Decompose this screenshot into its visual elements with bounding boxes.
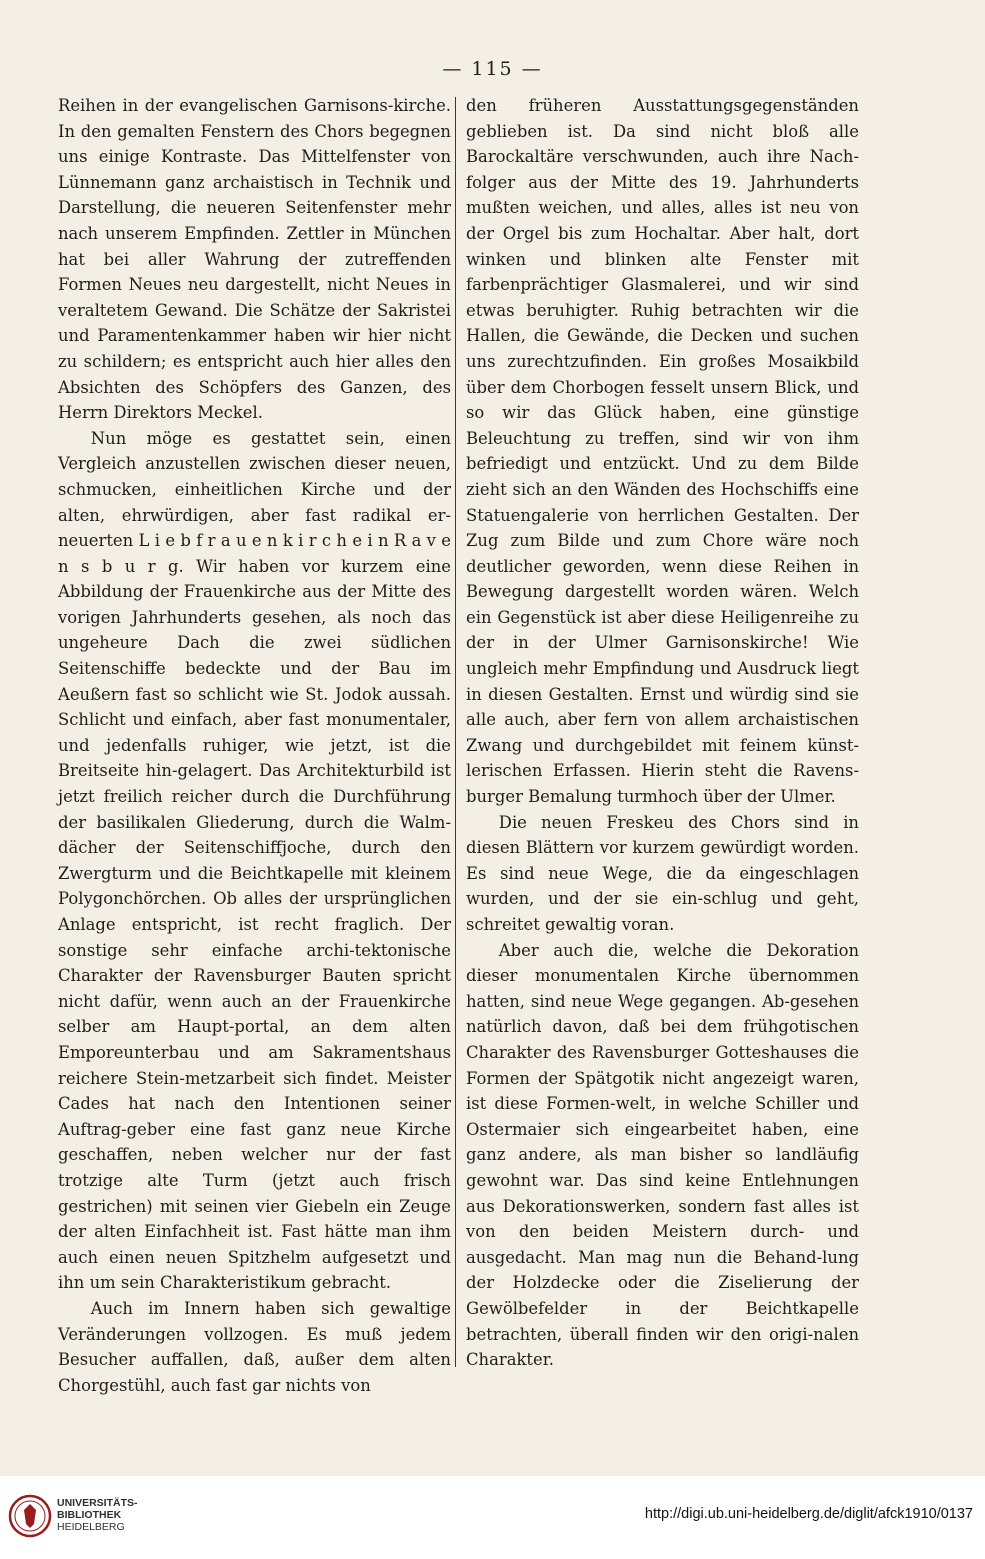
footer-bar: [0, 1476, 985, 1559]
source-url[interactable]: http://digi.ub.uni-heidelberg.de/diglit/afck1910/0137: [644, 1506, 973, 1522]
institution-name: [57, 1497, 138, 1533]
right-paragraph-2: Die neuen Freskeu des Chors sind in diesen Blättern vor kurzem gewürdigt worden. Es sind neue Wege, die da eingeschlagen wurden, und der sie ein-schlug und geht, schreitet gewaltig voran.: [466, 812, 859, 934]
right-column: [466, 93, 859, 1373]
university-seal-icon: [8, 1494, 52, 1538]
left-paragraph-2: Nun möge es gestattet sein, einen Vergleich anzustellen zwischen dieser neuen, schmucken, einheitlichen Kirche und der alten, ehrwürdigen, aber fast radikal er-neuerten L i e b f r a u e n k i r c h e i n R a v e n s b u r g. Wir haben vor kurzem eine Abbildung der Frauenkirche aus der Mitte des vorigen Jahrhunderts gesehen, als noch das ungeheure Dach die zwei südlichen Seitenschiffe bedeckte und der Bau im Aeußern fast so schlicht wie St. Jodok aussah. Schlicht und einfach, aber fast monumentaler, und jedenfalls ruhiger, wie jetzt, ist die Breitseite hin-gelagert. Das Architekturbild ist jetzt freilich reicher durch die Durchführung der basilikalen Gliederung, durch die Walm-dächer der Seitenschiffjoche, durch den Zwergturm und die Beichtkapelle mit kleinem Polygonchörchen. Ob alles der ursprünglichen Anlage entspricht, ist recht fraglich. Der sonstige sehr einfache archi-tektonische Charakter der Ravensburger Bauten spricht nicht dafür, wenn auch an der Frauenkirche selber am Haupt-portal, an dem alten Emporeunterbau und am Sakramentshaus reichere Stein-metzarbeit sich findet. Meister Cades hat nach den Intentionen seiner Auftrag-geber eine fast ganz neue Kirche geschaffen, neben welcher nur der fast trotzige alte Turm (jetzt auch frisch gestrichen) mit seinen vier Giebeln ein Zeuge der alten Einfachheit ist. Fast hätte man ihm auch einen neuen Spitzhelm aufgesetzt und ihn um sein Charakteristikum gebracht.: [58, 428, 451, 1293]
right-paragraph-3: Aber auch die, welche die Dekoration dieser monumentalen Kirche übernommen hatten, sind neue Wege gegangen. Ab-gesehen natürlich davon, daß bei dem frühgotischen Charakter des Ravensburger Gotteshauses die Formen der Spätgotik nicht angezeigt waren, ist diese Formen-welt, in welche Schiller und Ostermaier sich eingearbeitet haben, eine ganz andere, als man bisher so landläufig gewohnt war. Das sind keine Entlehnungen aus Dekorationswerken, sondern fast alles ist von den beiden Meistern durch- und ausgedacht. Man mag nun die Behand-lung der Holzdecke oder die Ziselierung der Gewölbefelder in der Beichtkapelle betrachten, überall finden wir den origi-nalen Charakter.: [466, 940, 859, 1370]
page-number: — 115 —: [442, 58, 543, 80]
column-divider: [455, 97, 456, 1367]
right-paragraph-1: den früheren Ausstattungsgegenständen geblieben ist. Da sind nicht bloß alle Barockaltäre verschwunden, auch ihre Nach-folger aus der Mitte des 19. Jahrhunderts mußten weichen, und alles, alles ist neu von der Orgel bis zum Hochaltar. Aber halt, dort winken und blinken alte Fenster mit farbenprächtiger Glasmalerei, und wir sind etwas beruhigter. Ruhig betrachten wir die Hallen, die Gewände, die Decken und suchen uns zurechtzufinden. Ein großes Mosaikbild über dem Chorbogen fesselt unsern Blick, und so wir das Glück haben, eine günstige Beleuchtung zu treffen, sind wir von ihm befriedigt und entzückt. Und zu dem Bilde zieht sich an den Wänden des Hochschiffs eine Statuengalerie von herrlichen Gestalten. Der Zug zum Bilde und zum Chore wäre noch deutlicher geworden, wenn diese Reihen in Bewegung dargestellt worden wären. Welch ein Gegenstück ist aber diese Heiligenreihe zu der in der Ulmer Garnisonskirche! Wie ungleich mehr Empfindung und Ausdruck liegt in diesen Gestalten. Ernst und würdig sind sie alle auch, aber fern von allem archaistischen Zwang und durchgebildet mit feinem künst-lerischen Erfassen. Hierin steht die Ravens-burger Bemalung turmhoch über der Ulmer.: [466, 96, 859, 807]
left-paragraph-1: Reihen in der evangelischen Garnisons-kirche. In den gemalten Fenstern des Chors begegnen uns einige Kontraste. Das Mittelfenster von Lünnemann ganz archaistisch in Technik und Darstellung, die neueren Seitenfenster mehr nach unserem Empfinden. Zettler in München hat bei aller Wahrung der zutreffenden Formen Neues neu dargestellt, nicht Neues in veraltetem Gewand. Die Schätze der Sakristei und Paramentenkammer haben wir hier nicht zu schildern; es entspricht auch hier alles den Absichten des Schöpfers des Ganzen, des Herrn Direktors Meckel.: [58, 96, 451, 423]
left-paragraph-3: Auch im Innern haben sich gewaltige Veränderungen vollzogen. Es muß jedem Besucher auffallen, daß, außer dem alten Chorgestühl, auch fast gar nichts von: [58, 1298, 451, 1395]
institution-line-1: UNIVERSITÄTS-: [57, 1497, 138, 1509]
institution-line-2: BIBLIOTHEK: [57, 1509, 122, 1521]
institution-line-3: HEIDELBERG: [57, 1521, 125, 1533]
left-column: [58, 93, 451, 1398]
